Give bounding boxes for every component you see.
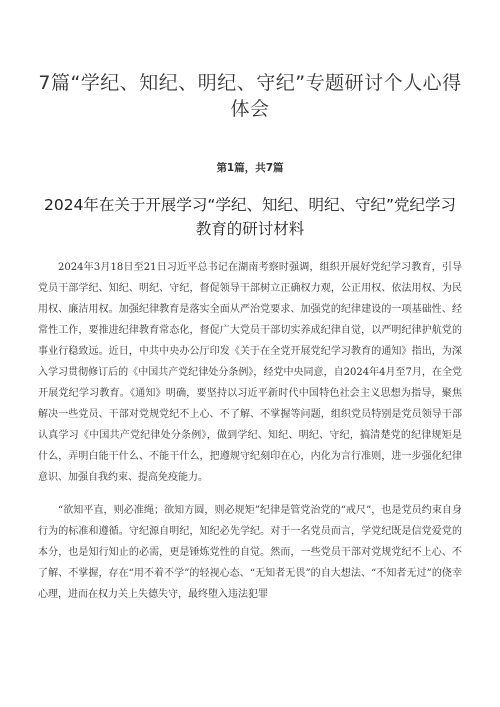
article-body — [38, 257, 462, 605]
paragraph: “欲知平直，则必准绳；欲知方圆，则必规矩”纪律是管党治党的“戒尺”，也是党员约束自身行为的标准和遵循。守纪源自明纪，知纪必先学纪。对于一名党员而言，学党纪既是信党爱党的本分，也是知行知止的必需，更是锤炼党性的自觉。然而，一些党员干部对党规党纪不上心、不了解、不掌握，存在“用不着不学”的轻视心态、“无知者无畏”的自大想法、“不知者无过”的侥幸心理，进而在权力关上失德失守，最终堕入违法犯罪 — [38, 505, 462, 600]
document-title: 7篇“学纪、知纪、明纪、守纪”专题研讨个人心得体会 — [38, 72, 462, 120]
section-counter: 第1篇，共7篇 — [216, 162, 284, 174]
paragraph: 2024年3月18日至21日习近平总书记在湖南考察时强调，组织开展好党纪学习教育，引导党员干部学纪、知纪、明纪、守纪，督促领导干部树立正确权力观，公正用权、依法用权、为民用权、廉洁用权。加强纪律教育是落实全面从严治党要求、加强党的纪律建设的一项基础性、经常性工作，要推进纪律教育常态化，督促广大党员干部切实养成纪律自觉，以严明纪律护航党的事业行稳致远。近日，中共中央办公厅印发《关于在全党开展党纪学习教育的通知》指出，为深入学习贯彻修订后的《中国共产党纪律处分条例》，经党中央同意，自2024年4月至7月，在全党开展党纪学习教育。《通知》明确，要坚持以习近平新时代中国特色社会主义思想为指导，聚焦解决一些党员、干部对党规党纪不上心、不了解、不掌握等问题，组织党员特别是党员领导干部认真学习《中国共产党纪律处分条例》，做到学纪、知纪、明纪、守纪，搞清楚党的纪律规矩是什么，弄明白能干什么、不能干什么，把遵规守纪刻印在心，内化为言行准则，进一步强化纪律意识、加强自我约束、提高免疫能力。 — [38, 262, 462, 483]
article-title: 2024年在关于开展学习“学纪、知纪、明纪、守纪”党纪学习教育的研讨材料 — [43, 196, 456, 238]
